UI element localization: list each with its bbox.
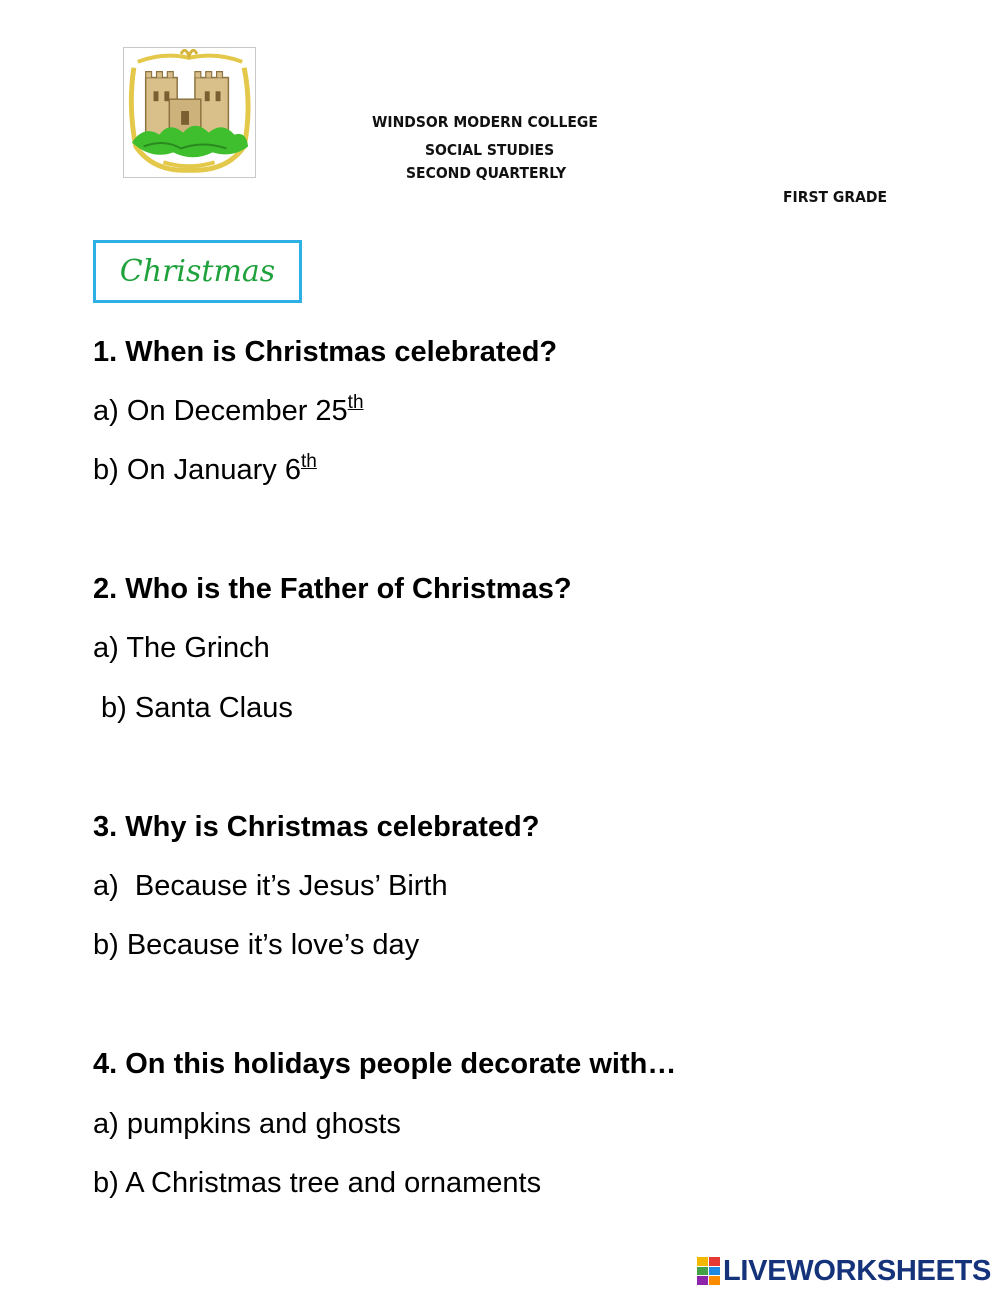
ordinal-suffix: th — [300, 451, 317, 472]
question-3: 3. Why is Christmas celebrated? — [93, 811, 540, 843]
liveworksheets-brand[interactable] — [697, 1255, 991, 1287]
grade-label: FIRST GRADE — [783, 188, 887, 206]
option-text: b) On January 6 — [93, 454, 301, 486]
question-3-option-b[interactable]: b) Because it’s love’s day — [93, 929, 420, 961]
option-text: a) On December 25 — [93, 395, 348, 427]
school-name: WINDSOR MODERN COLLEGE — [372, 113, 598, 131]
subject-name: SOCIAL STUDIES — [425, 141, 555, 159]
question-3-option-a[interactable]: a) Because it’s Jesus’ Birth — [93, 870, 448, 902]
question-2-option-a[interactable]: a) The Grinch — [93, 632, 270, 664]
title-box — [93, 240, 302, 303]
question-1-option-a[interactable] — [93, 392, 364, 427]
question-1: 1. When is Christmas celebrated? — [93, 336, 558, 368]
question-2: 2. Who is the Father of Christmas? — [93, 573, 572, 605]
windsor-castle-crest-icon — [124, 48, 255, 177]
school-logo — [123, 47, 256, 178]
quarter-label: SECOND QUARTERLY — [406, 164, 567, 182]
question-4-option-a[interactable]: a) pumpkins and ghosts — [93, 1108, 401, 1140]
worksheet-title: Christmas — [119, 254, 276, 289]
ordinal-suffix: th — [347, 392, 364, 413]
question-4-option-b[interactable]: b) A Christmas tree and ornaments — [93, 1167, 542, 1199]
liveworksheets-blocks-icon — [697, 1257, 721, 1285]
question-4: 4. On this holidays people decorate with… — [93, 1048, 677, 1080]
question-2-option-b[interactable]: b) Santa Claus — [93, 692, 293, 724]
brand-name: LIVEWORKSHEETS — [723, 1254, 992, 1287]
question-1-option-b[interactable] — [93, 451, 317, 486]
